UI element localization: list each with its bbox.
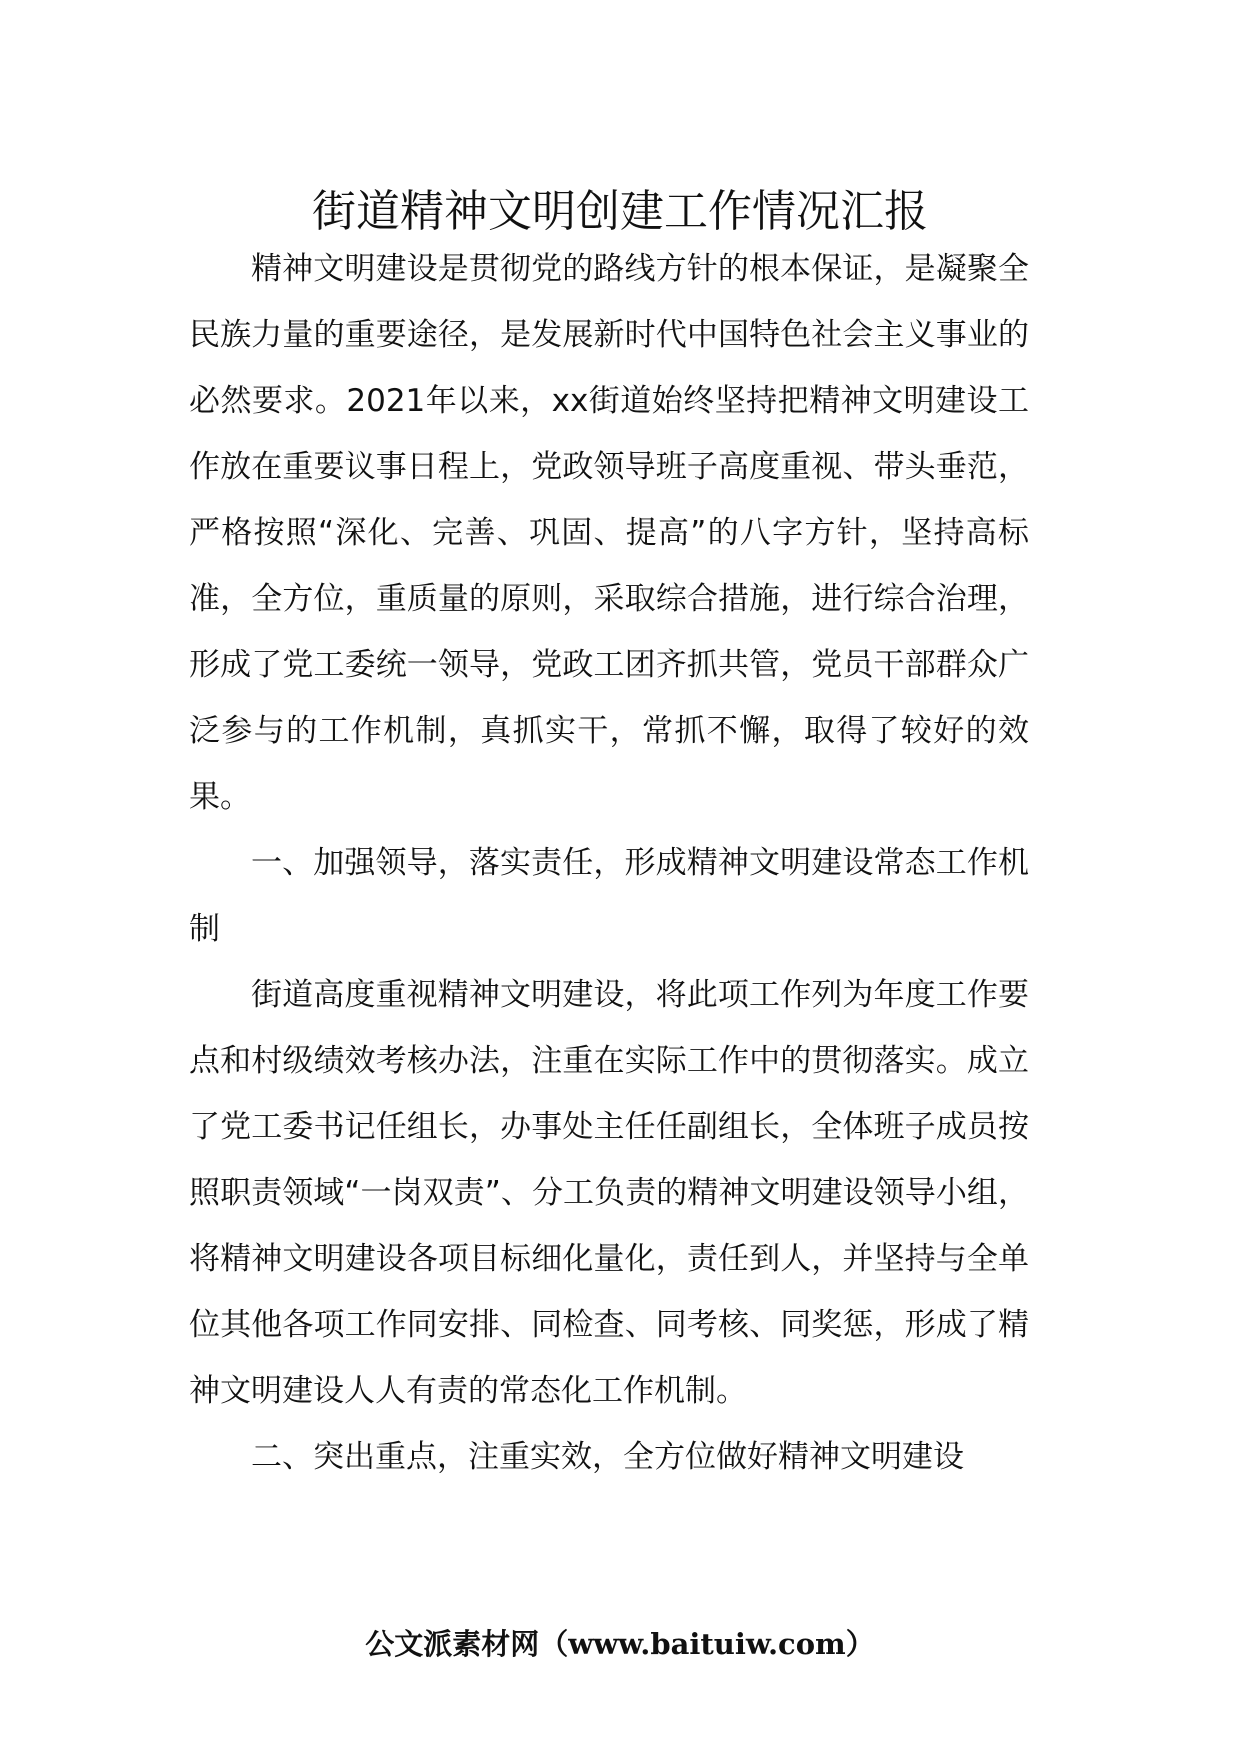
section-heading-1: 一、加强领导，落实责任，形成精神文明建设常态工作机制 <box>189 845 1029 947</box>
section-heading-2: 二、突出重点，注重实效，全方位做好精神文明建设 <box>251 1439 964 1475</box>
intro-paragraph: 精神文明建设是贯彻党的路线方针的根本保证，是凝聚全民族力量的重要途径，是发展新时代中国特色社会主义事业的必然要求。2021年以来，xx街道始终坚持把精神文明建设工作放在重要议事日程上，党政领导班子高度重视、带头垂范，严格按照“深化、完善、巩固、提高”的八字方针，坚持高标准，全方位，重质量的原则，采取综合措施，进行综合治理，形成了党工委统一领导，党政工团齐抓共管，党员干部群众广泛参与的工作机制，真抓实干，常抓不懈，取得了较好的效果。 <box>189 251 1029 815</box>
document-title: 街道精神文明创建工作情况汇报 <box>312 186 928 237</box>
footer-watermark: 公文派素材网（www.baituiw.com） <box>365 1627 875 1661</box>
document-body <box>189 236 1029 1490</box>
section-1-paragraph: 街道高度重视精神文明建设，将此项工作列为年度工作要点和村级绩效考核办法，注重在实际工作中的贯彻落实。成立了党工委书记任组长，办事处主任任副组长，全体班子成员按照职责领域“一岗双责”、分工负责的精神文明建设领导小组，将精神文明建设各项目标细化量化，责任到人，并坚持与全单位其他各项工作同安排、同检查、同考核、同奖惩，形成了精神文明建设人人有责的常态化工作机制。 <box>189 977 1029 1409</box>
